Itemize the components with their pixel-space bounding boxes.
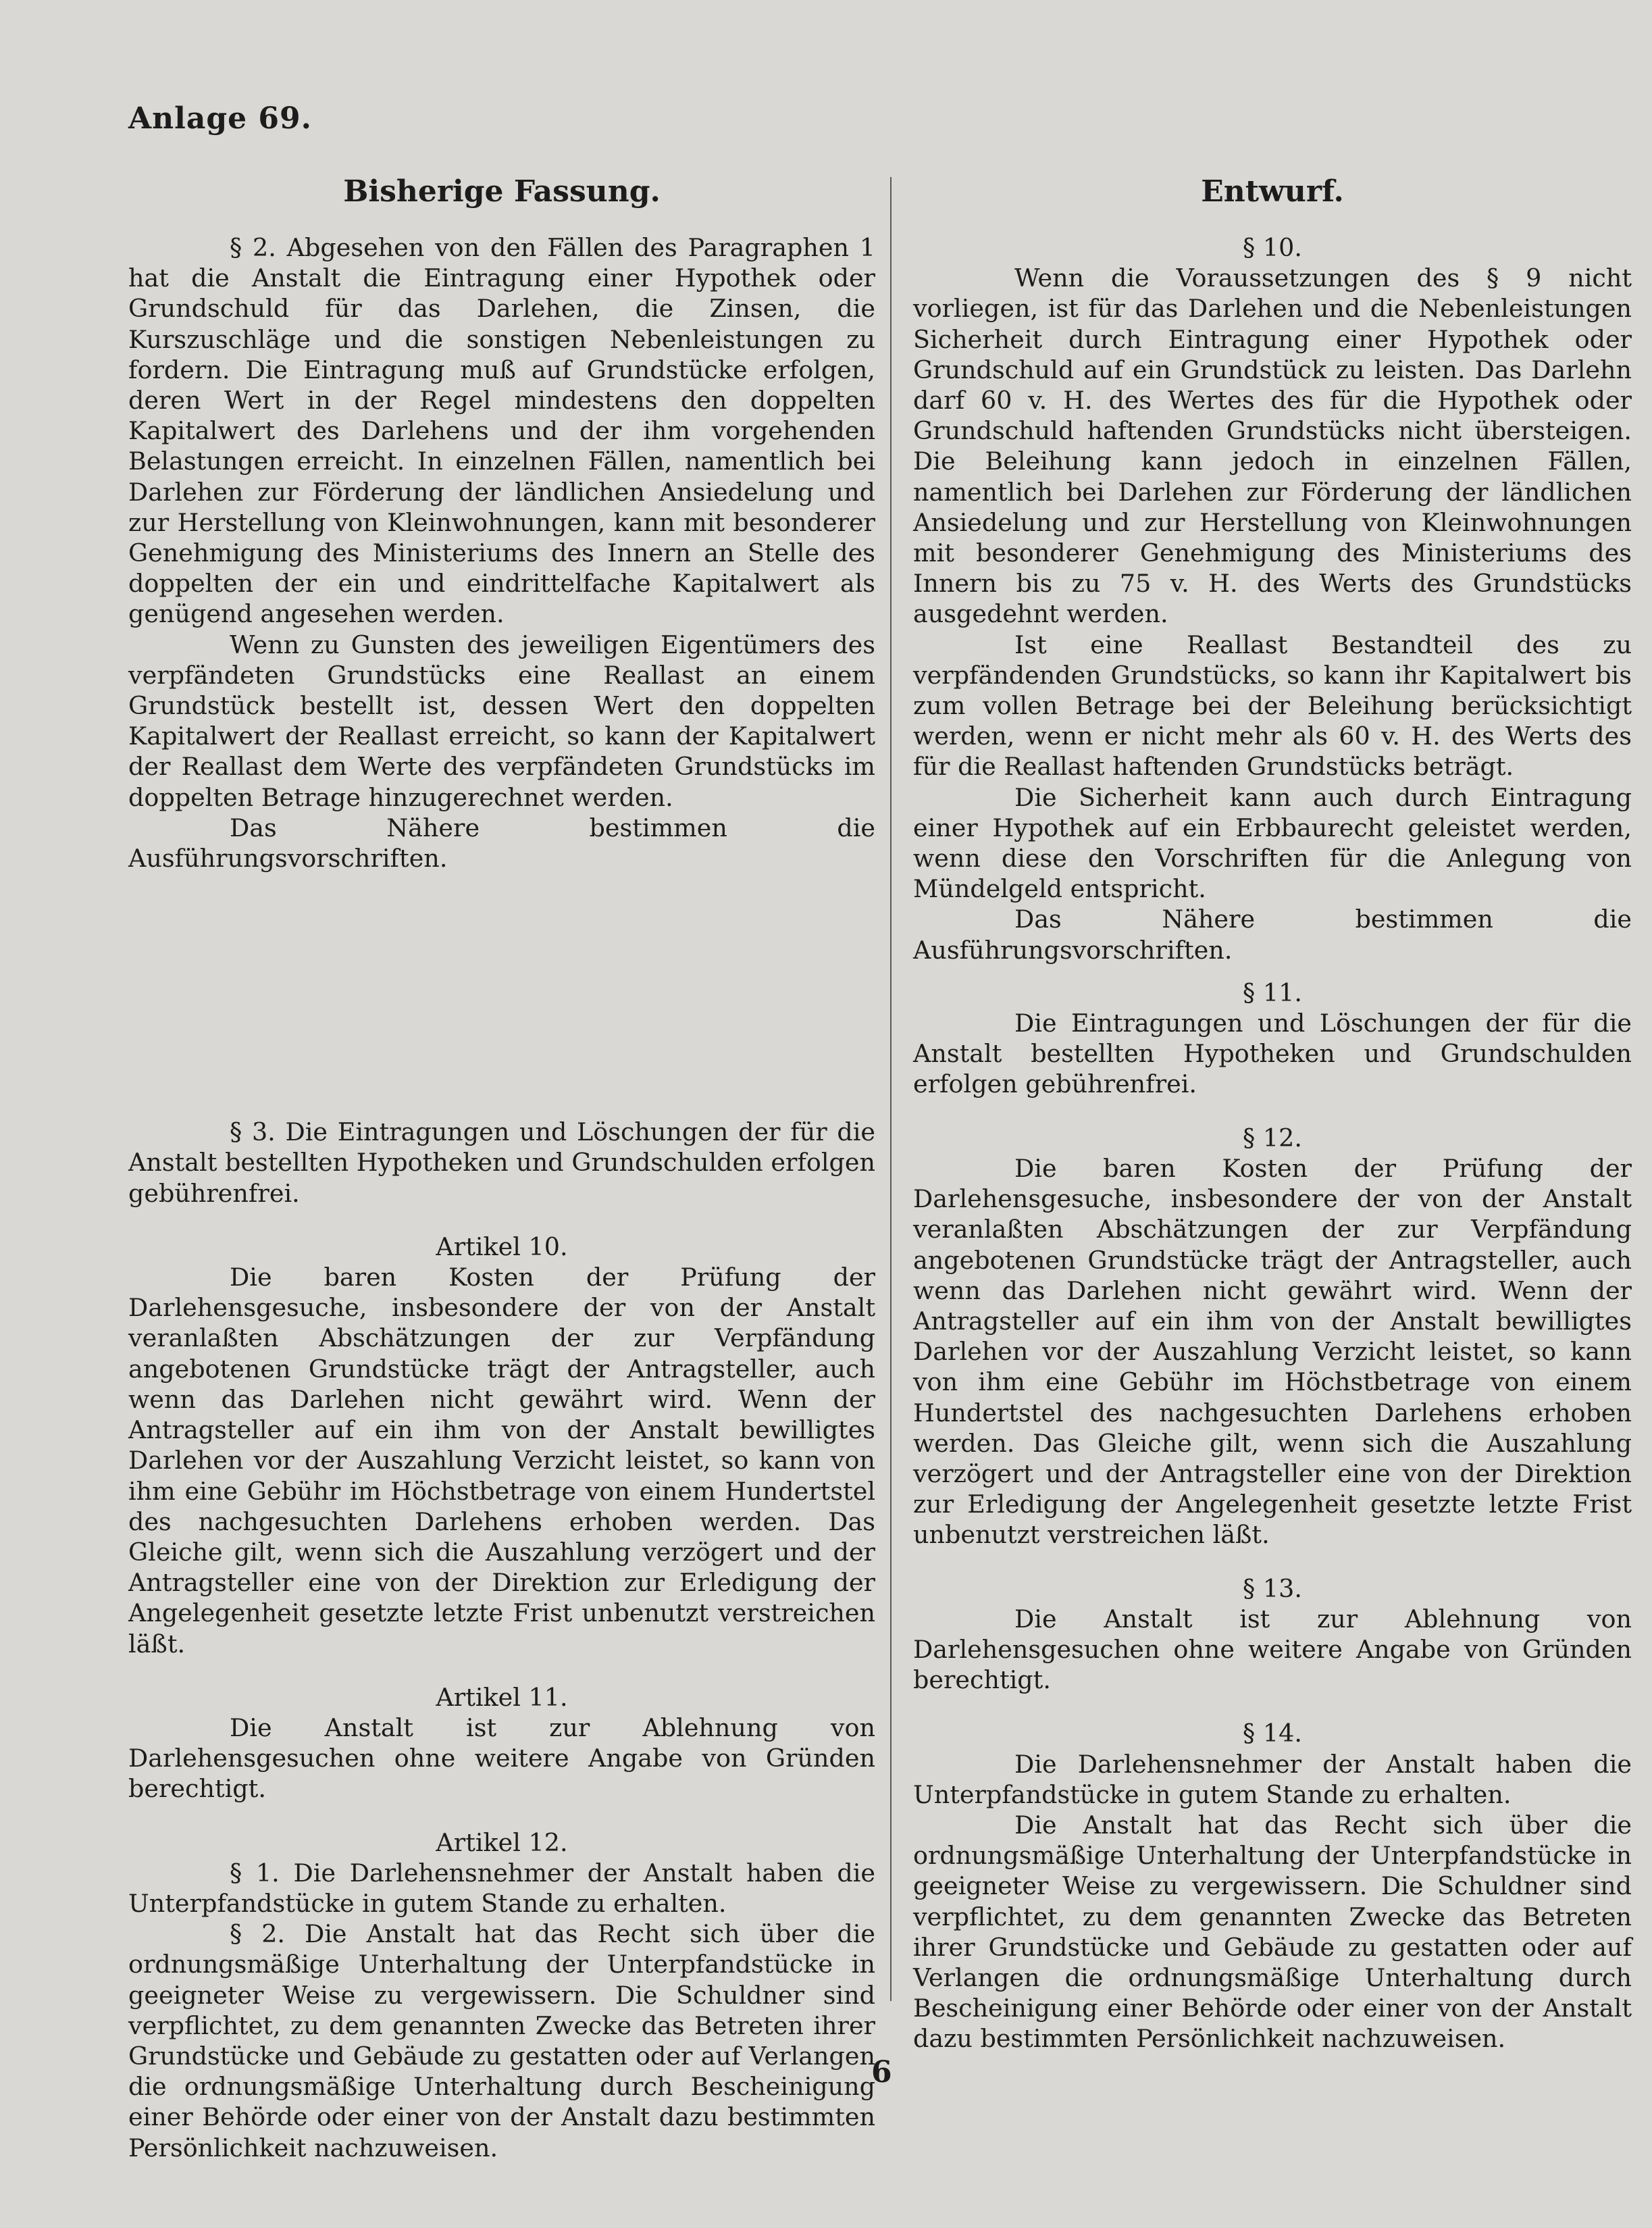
right-column-title: Entwurf. (1201, 174, 1344, 209)
section-10-erbbaurecht: Die Sicherheit kann auch durch Eintragung einer Hypothek auf ein Erbbaurecht geleistet werden, wenn diese den Vorschriften für die Anlegung von Mündelgeld entspricht. (913, 782, 1632, 904)
section-14-text-2: Die Anstalt hat das Recht sich über die ordnungsmäßige Unterhaltung der Unterpfandstücke in geeigneter Weise zu vergewissern. Die Schuldner sind verpflichtet, zu dem genannten Zwecke das Betreten ihrer Grundstücke und Gebäude zu gestatten oder auf Verlangen die ordnungsmäßige Unterhaltung durch Bescheinigung einer Behörde oder einer von der Anstalt dazu bestimmten Persönlichkeit nachzuweisen. (913, 1810, 1632, 2054)
article-10-heading: Artikel 10. (436, 1232, 568, 1261)
section-10-reallast: Ist eine Reallast Bestandteil des zu verpfändenden Grundstücks, so kann ihr Kapitalwert bis zum vollen Betrage bei der Beleihung berücksichtigt werden, wenn er nicht mehr als 60 v. H. des Werts des für die Reallast haftenden Grundstücks beträgt. (913, 630, 1632, 782)
article-10-text: Die baren Kosten der Prüfung der Darlehensgesuche, insbesondere der von der Anstalt veranlaßten Abschätzungen der zur Verpfändung angebotenen Grundstücke trägt der Antragsteller, auch wenn das Darlehen nicht gewährt wird. Wenn der Antragsteller auf ein ihm von der Anstalt bewilligtes Darlehen vor der Auszahlung Verzicht leistet, so kann von ihm eine Gebühr im Höchstbetrage von einem Hundertstel des nachgesuchten Darlehens erhoben werden. Das Gleiche gilt, wenn sich die Auszahlung verzögert und der Antragsteller eine von der Direktion zur Erledigung der Angelegenheit gesetzte letzte Frist unbenutzt verstreichen läßt. (128, 1263, 875, 1659)
article-11-heading: Artikel 11. (436, 1682, 568, 1712)
reallast-paragraph: Wenn zu Gunsten des jeweiligen Eigentümers des verpfändeten Grundstücks eine Reallast an einem Grundstück bestellt ist, dessen Wert den doppelten Kapitalwert der Reallast erreicht, so kann der Kapitalwert der Reallast dem Werte des verpfändeten Grundstücks im doppelten Betrage hinzugerechnet werden. (128, 630, 875, 812)
article-11-text: Die Anstalt ist zur Ablehnung von Darlehensgesuchen ohne weitere Angabe von Gründen berechtigt. (128, 1713, 875, 1804)
section-11-text: Die Eintragungen und Löschungen der für die Anstalt bestellten Hypotheken und Grundschulden erfolgen gebührenfrei. (913, 1009, 1632, 1099)
section-10-implementation: Das Nähere bestimmen die Ausführungsvorschriften. (913, 905, 1632, 965)
section-14-heading: § 14. (1243, 1719, 1302, 1748)
column-divider (890, 177, 892, 2001)
implementation-note: Das Nähere bestimmen die Ausführungsvorschriften. (128, 813, 875, 874)
paragraph-2-text: § 2. Abgesehen von den Fällen des Paragraphen 1 hat die Anstalt die Eintragung einer Hypothek oder Grundschuld für das Darlehen, die Zinsen, die Kurszuschläge und die sonstigen Nebenleistungen zu fordern. Die Eintragung muß auf Grundstücke erfolgen, deren Wert in der Regel mindestens den doppelten Kapitalwert des Darlehens und der ihm vorgehenden Belastungen erreicht. In einzelnen Fällen, namentlich bei Darlehen zur Förderung der ländlichen Ansiedelung und zur Herstellung von Kleinwohnungen, kann mit besonderer Genehmigung des Ministeriums des Innern an Stelle des doppelten der ein und eindrittelfache Kapitalwert als genügend angesehen werden. (128, 233, 875, 629)
page-number: 6 (871, 2055, 892, 2090)
right-column-draft (913, 174, 1632, 2054)
article-12-section-1: § 1. Die Darlehensnehmer der Anstalt haben die Unterpfandstücke in gutem Stande zu erhalten. (128, 1858, 875, 1918)
section-10-text: Wenn die Voraussetzungen des § 9 nicht vorliegen, ist für das Darlehen und die Nebenleistungen Sicherheit durch Eintragung einer Hypothek oder Grundschuld auf ein Grundstück zu leisten. Das Darlehn darf 60 v. H. des Wertes des für die Hypothek oder Grundschuld haftenden Grundstücks nicht übersteigen. Die Beleihung kann jedoch in einzelnen Fällen, namentlich bei Darlehen zur Förderung der ländlichen Ansiedelung und zur Herstellung von Kleinwohnungen mit besonderer Genehmigung des Ministeriums des Innern bis zu 75 v. H. des Werts des Grundstücks ausgedehnt werden. (913, 263, 1632, 629)
attachment-label: Anlage 69. (128, 101, 312, 136)
section-12-text: Die baren Kosten der Prüfung der Darlehensgesuche, insbesondere der von der Anstalt veranlaßten Abschätzungen der zur Verpfändung angebotenen Grundstücke trägt der Antragsteller, auch wenn das Darlehen nicht gewährt wird. Wenn der Antragsteller auf ein ihm von der Anstalt bewilligtes Darlehen vor der Auszahlung Verzicht leistet, so kann von ihm eine Gebühr im Höchstbetrage von einem Hundertstel des nachgesuchten Darlehens erhoben werden. Das Gleiche gilt, wenn sich die Auszahlung verzögert und der Antragsteller eine von der Direktion zur Erledigung der Angelegenheit gesetzte letzte Frist unbenutzt verstreichen läßt. (913, 1153, 1632, 1550)
section-13-heading: § 13. (1243, 1573, 1302, 1603)
section-12-heading: § 12. (1243, 1123, 1302, 1153)
left-column-previous-version (128, 174, 875, 2163)
paragraph-3-text: § 3. Die Eintragungen und Löschungen der für die Anstalt bestellten Hypotheken und Grundschulden erfolgen gebührenfrei. (128, 1117, 875, 1208)
left-column-title: Bisherige Fassung. (343, 174, 661, 209)
article-12-heading: Artikel 12. (436, 1827, 568, 1857)
section-14-text-1: Die Darlehensnehmer der Anstalt haben die Unterpfandstücke in gutem Stande zu erhalten. (913, 1749, 1632, 1809)
article-12-section-2: § 2. Die Anstalt hat das Recht sich über die ordnungsmäßige Unterhaltung der Unterpfandstücke in geeigneter Weise zu vergewissern. Die Schuldner sind verpflichtet, zu dem genannten Zwecke das Betreten ihrer Grundstücke und Gebäude zu gestatten oder auf Verlangen die ordnungsmäßige Unterhaltung durch Bescheinigung einer Behörde oder einer von der Anstalt dazu bestimmten Persönlichkeit nachzuweisen. (128, 1919, 875, 2162)
section-10-heading: § 10. (1243, 233, 1302, 262)
section-11-heading: § 11. (1243, 978, 1302, 1007)
section-13-text: Die Anstalt ist zur Ablehnung von Darlehensgesuchen ohne weitere Angabe von Gründen berechtigt. (913, 1604, 1632, 1695)
